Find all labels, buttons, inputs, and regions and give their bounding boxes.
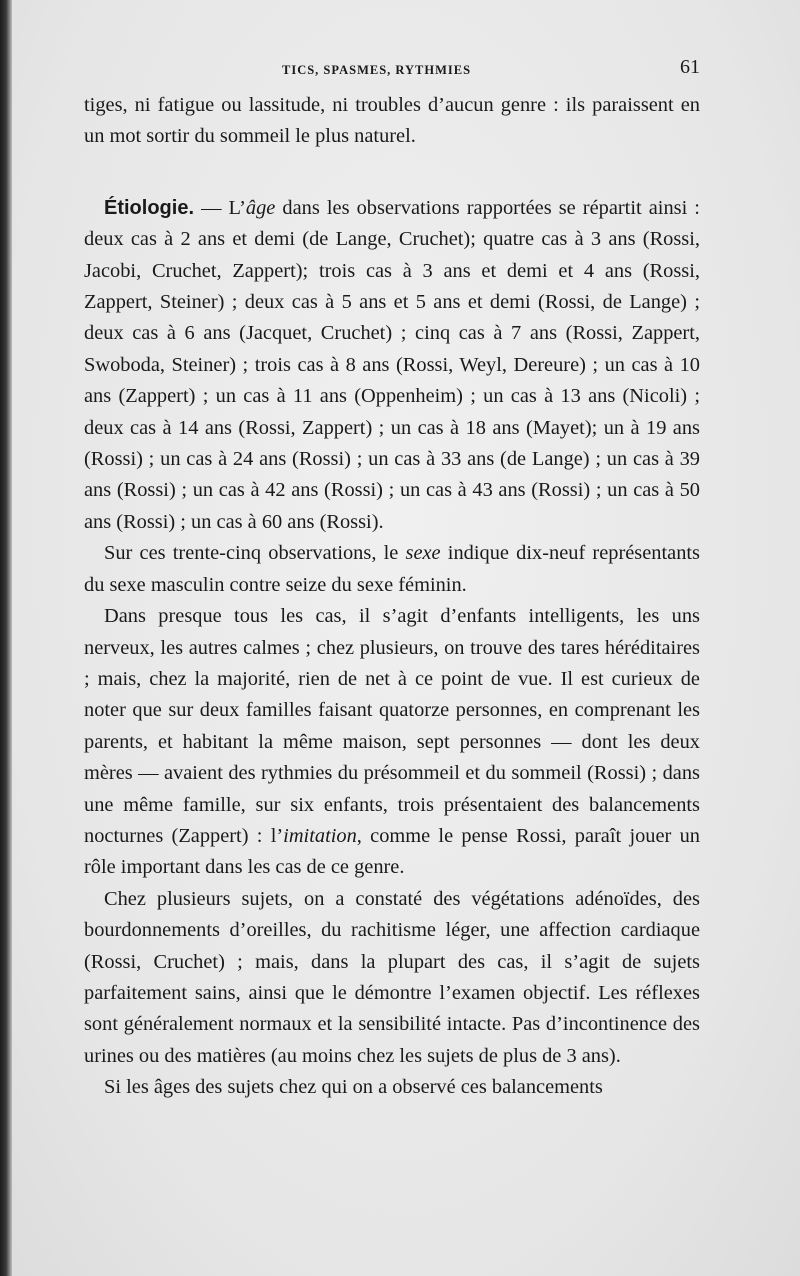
text-block: [84, 56, 700, 1104]
emphasis-sexe: sexe: [405, 542, 441, 565]
paragraph-continuation: [84, 90, 700, 153]
section-heading: Étiologie.: [104, 196, 194, 219]
paragraph-etiologie: [84, 193, 700, 538]
emphasis-age: âge: [245, 196, 276, 219]
paragraph-text: Chez plusieurs sujets, on a constaté des végétations adénoïdes, des bourdonnements d’oreilles, du rachitisme léger, une affection cardiaque (Rossi, Cruchet) ; mais, dans la plupart des cas, il s’agit de sujets parfaitement sains, ainsi que le démontre l’examen objectif. Les réflexes sont généralement normaux et la sensibilité intacte. Pas d’incontinence des urines ou des matières (au moins chez les sujets de plus de 3 ans).: [84, 887, 700, 1067]
page-number: 61: [680, 56, 700, 78]
paragraph-text: dans les observations rapportées se répartit ainsi : deux cas à 2 ans et demi (de Lange, Cruchet); quatre cas à 3 ans (Rossi, Jacobi, Cruchet, Zappert); trois cas à 3 ans et demi et 4 ans (Rossi, Zappert, Steiner) ; deux cas à 5 ans et 5 ans et demi (Rossi, de Lange) ; deux cas à 6 ans (Jacquet, Cruchet) ; cinq cas à 7 ans (Rossi, Zappert, Swoboda, Steiner) ; trois cas à 8 ans (Rossi, Weyl, Dereure) ; un cas à 10 ans (Zappert) ; un cas à 11 ans (Oppenheim) ; un cas à 13 ans (Nicoli) ; deux cas à 14 ans (Rossi, Zappert) ; un cas à 18 ans (Mayet); un à 19 ans (Rossi) ; un cas à 24 ans (Rossi) ; un cas à 33 ans (de Lange) ; un cas à 39 ans (Rossi) ; un cas à 42 ans (Rossi) ; un cas à 43 ans (Rossi) ; un cas à 50 ans (Rossi) ; un cas à 60 ans (Rossi).: [84, 196, 700, 533]
paragraph-text: Sur ces trente-cinq observations, le: [104, 542, 406, 565]
paragraph-text: tiges, ni fatigue ou lassitude, ni troubles d’aucun genre : ils paraissent en un mot sortir du sommeil le plus naturel.: [84, 94, 700, 148]
paragraph-text: , comme le pense Rossi, paraît jouer un rôle important dans les cas de ce genre.: [84, 824, 700, 879]
running-title: TICS, SPASMES, RYTHMIES: [282, 63, 472, 77]
paragraph-text: Si les âges des sujets chez qui on a observé ces balancements: [104, 1076, 603, 1099]
heading-dash: — L’: [194, 196, 246, 219]
paragraph-ages: [84, 1072, 700, 1103]
paragraph-sexe: [84, 538, 700, 601]
binding-shadow: [0, 0, 12, 1276]
paragraph-sujets: [84, 884, 700, 1072]
paragraph-enfants: [84, 601, 700, 884]
running-head: [84, 56, 700, 90]
paragraph-text: Dans presque tous les cas, il s’agit d’enfants intelligents, les uns nerveux, les autres calmes ; chez plusieurs, on trouve des tares héréditaires ; mais, chez la majorité, rien de net à ce point de vue. Il est curieux de noter que sur deux familles faisant quatorze personnes, en comprenant les parents, et habitant la même maison, sept personnes — dont les deux mères — avaient des rythmies du présommeil et du sommeil (Rossi) ; dans une même famille, sur six enfants, trois présentaient des balancements nocturnes (Zappert) : l’: [84, 605, 700, 847]
emphasis-imitation: imitation: [283, 824, 357, 847]
paragraph-text: indique dix-neuf représentants du sexe masculin contre seize du sexe féminin.: [84, 542, 700, 596]
